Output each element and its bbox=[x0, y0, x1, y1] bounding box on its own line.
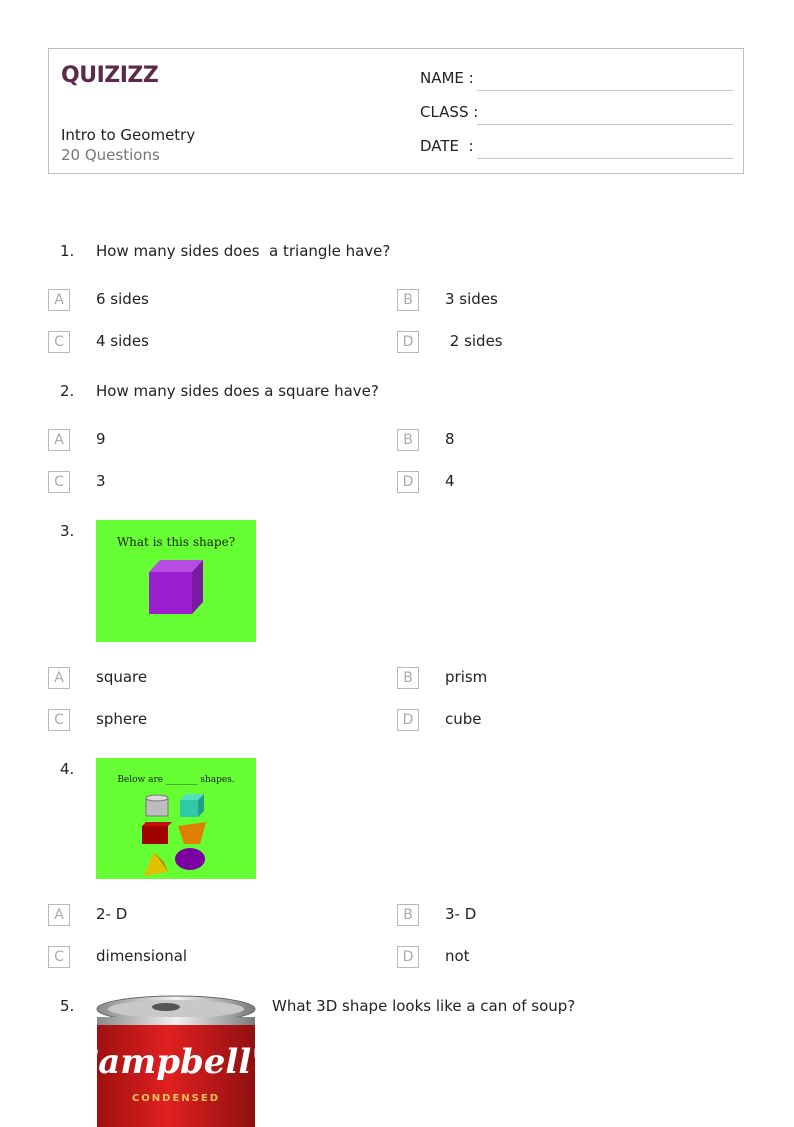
can-brand-text: Campbell's bbox=[71, 1042, 281, 1082]
option-text: 6 sides bbox=[96, 290, 149, 308]
option-letter: B bbox=[397, 429, 419, 451]
option-text: 8 bbox=[445, 430, 455, 448]
name-line bbox=[477, 89, 733, 91]
option-a[interactable] bbox=[48, 904, 128, 926]
option-b[interactable] bbox=[397, 429, 455, 451]
soup-can-image bbox=[71, 995, 281, 1127]
class-line bbox=[477, 123, 733, 125]
option-text: square bbox=[96, 668, 148, 686]
option-b[interactable] bbox=[397, 667, 488, 689]
option-letter: D bbox=[397, 331, 419, 353]
option-text: cube bbox=[445, 710, 482, 728]
option-text: sphere bbox=[96, 710, 148, 728]
question-number: 3. bbox=[60, 522, 75, 540]
option-text: 4 bbox=[445, 472, 455, 490]
question-count: 20 Questions bbox=[61, 146, 160, 164]
option-d[interactable] bbox=[397, 946, 470, 968]
option-text: 2- D bbox=[96, 905, 128, 923]
shapes-image bbox=[96, 758, 256, 883]
option-letter: A bbox=[48, 429, 70, 451]
svg-text:QUIZIZZ: QUIZIZZ bbox=[61, 63, 159, 88]
class-label: CLASS : bbox=[420, 103, 479, 121]
option-a[interactable] bbox=[48, 667, 148, 689]
image-caption: What is this shape? bbox=[116, 535, 236, 549]
option-letter: A bbox=[48, 904, 70, 926]
question-number: 1. bbox=[60, 242, 75, 260]
option-letter: B bbox=[397, 904, 419, 926]
class-field[interactable] bbox=[420, 103, 478, 121]
option-text: dimensional bbox=[96, 947, 188, 965]
date-line bbox=[477, 157, 733, 159]
option-letter: A bbox=[48, 289, 70, 311]
option-letter: C bbox=[48, 709, 70, 731]
option-text: not bbox=[445, 947, 470, 965]
option-letter: C bbox=[48, 331, 70, 353]
option-text: 3- D bbox=[445, 905, 477, 923]
option-a[interactable] bbox=[48, 289, 149, 311]
option-b[interactable] bbox=[397, 289, 498, 311]
option-letter: B bbox=[397, 667, 419, 689]
quizizz-logo bbox=[61, 59, 159, 88]
option-letter: B bbox=[397, 289, 419, 311]
option-text: 4 sides bbox=[96, 332, 149, 350]
worksheet-header bbox=[48, 48, 744, 174]
can-label-text: CONDENSED bbox=[131, 1093, 221, 1104]
cube-image bbox=[96, 520, 256, 646]
option-letter: A bbox=[48, 667, 70, 689]
option-letter: D bbox=[397, 709, 419, 731]
option-letter: C bbox=[48, 946, 70, 968]
option-text: 9 bbox=[96, 430, 106, 448]
option-a[interactable] bbox=[48, 429, 106, 451]
date-label: DATE : bbox=[420, 137, 474, 155]
name-field[interactable] bbox=[420, 69, 474, 87]
question-number: 5. bbox=[60, 997, 75, 1015]
option-d[interactable] bbox=[397, 471, 455, 493]
question-text: How many sides does a square have? bbox=[96, 382, 379, 400]
question-text: What 3D shape looks like a can of soup? bbox=[272, 997, 576, 1015]
option-c[interactable] bbox=[48, 471, 106, 493]
worksheet-title: Intro to Geometry bbox=[61, 126, 196, 144]
option-text: 3 bbox=[96, 472, 106, 490]
option-text: prism bbox=[445, 668, 488, 686]
option-c[interactable] bbox=[48, 946, 188, 968]
option-b[interactable] bbox=[397, 904, 477, 926]
option-text: 3 sides bbox=[445, 290, 498, 308]
option-letter: D bbox=[397, 946, 419, 968]
question-number: 4. bbox=[60, 760, 75, 778]
option-letter: C bbox=[48, 471, 70, 493]
option-d[interactable] bbox=[397, 331, 503, 353]
option-c[interactable] bbox=[48, 331, 149, 353]
option-c[interactable] bbox=[48, 709, 148, 731]
image-caption: Below are _______ shapes. bbox=[117, 775, 235, 785]
option-text: 2 sides bbox=[445, 332, 503, 350]
option-letter: D bbox=[397, 471, 419, 493]
date-field[interactable] bbox=[420, 137, 474, 155]
option-d[interactable] bbox=[397, 709, 482, 731]
question-text: How many sides does a triangle have? bbox=[96, 242, 391, 260]
question-number: 2. bbox=[60, 382, 75, 400]
name-label: NAME : bbox=[420, 69, 474, 87]
